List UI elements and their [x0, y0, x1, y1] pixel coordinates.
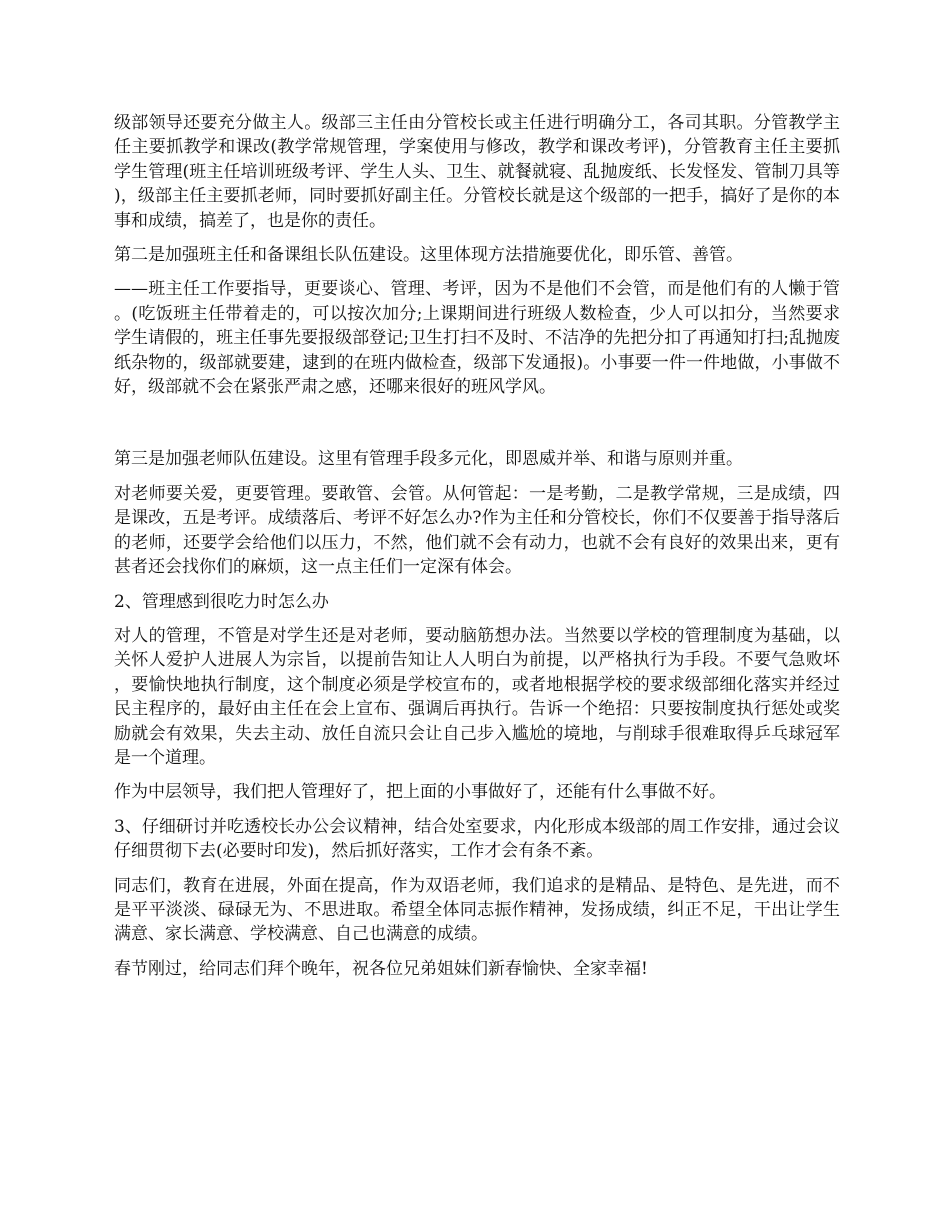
paragraph-middle-leaders: 作为中层领导，我们把人管理好了，把上面的小事做好了，还能有什么事做不好。 — [114, 782, 726, 803]
paragraph-teacher-management: 对老师要关爱，更要管理。要敢管、会管。从何管起：一是考勤，二是教学常规，三是成绩，四是课改，五是考评。成绩落后、考评不好怎么办?作为主任和分管校长，你们不仅要善于指导落后的老师，还要学会给他们以压力，不然，他们就不会有动力，也就不会有良好的效果出来，更有甚者还会找你们的麻烦，这一点主任们一定深有体会。 — [114, 483, 840, 578]
paragraph-new-year-greeting: 春节刚过，给同志们拜个晚年，祝各位兄弟姐妹们新春愉快、全家幸福! — [114, 958, 648, 979]
paragraph-level-leaders-division: 级部领导还要充分做主人。级部三主任由分管校长或主任进行明确分工，各司其职。分管教学主任主要抓教学和课改(教学常规管理，学案使用与修改，教学和课改考评)，分管教育主任主要抓学生管理(班主任培训班级考评、学生人头、卫生、就餐就寝、乱抛废纸、长发怪发、管制刀具等)，级部主任主要抓老师，同时要抓好副主任。分管校长就是这个级部的一把手，搞好了是你的本事和成绩，搞差了，也是你的责任。 — [114, 113, 840, 231]
paragraph-comrades-appeal: 同志们，教育在进展，外面在提高，作为双语老师，我们追求的是精品、是特色、是先进，而不是平平淡淡、碌碌无为、不思进取。希望全体同志振作精神，发扬成绩，纠正不足，干出让学生满意、家长满意、学校满意、自己也满意的成绩。 — [114, 875, 840, 945]
paragraph-people-management: 对人的管理，不管是对学生还是对老师，要动脑筋想办法。当然要以学校的管理制度为基础，以关怀人爱护人进展人为宗旨，以提前告知让人人明白为前提，以严格执行为手段。不要气急败坏，要愉快地执行制度，这个制度必须是学校宣布的，或者地根据学校的要求级部细化落实并经过民主程序的，最好由主任在会上宣布、强调后再执行。告诉一个绝招：只要按制度执行惩处或奖励就会有效果，失去主动、放任自流只会让自己步入尴尬的境地，与削球手很难取得乒乓球冠军是一个道理。 — [114, 625, 840, 768]
document-body — [114, 111, 840, 981]
paragraph-second-point-heading: 第二是加强班主任和备课组长队伍建设。这里体现方法措施要优化，即乐管、善管。 — [114, 245, 743, 266]
paragraph-third-point-heading: 第三是加强老师队伍建设。这里有管理手段多元化，即恩威并举、和谐与原则并重。 — [114, 449, 743, 470]
section-heading-2: 2、管理感到很吃力时怎么办 — [114, 591, 329, 612]
section-heading-3: 3、仔细研讨并吃透校长办公会议精神，结合处室要求，内化形成本级部的周工作安排，通过会议仔细贯彻下去(必要时印发)，然后抓好落实，工作才会有条不紊。 — [114, 816, 840, 862]
paragraph-class-teacher-guidance: ——班主任工作要指导，更要谈心、管理、考评，因为不是他们不会管，而是他们有的人懒于管。(吃饭班主任带着走的，可以按次加分;上课期间进行班级人数检查，少人可以扣分，当然要求学生请假的，班主任事先要报级部登记;卫生打扫不及时、不洁净的先把分扣了再通知打扫;乱抛废纸杂物的，级部就要建，逮到的在班内做检查，级部下发通报)。小事要一件一件地做，小事做不好，级部就不会在紧张严肃之感，还哪来很好的班风学风。 — [114, 279, 840, 398]
